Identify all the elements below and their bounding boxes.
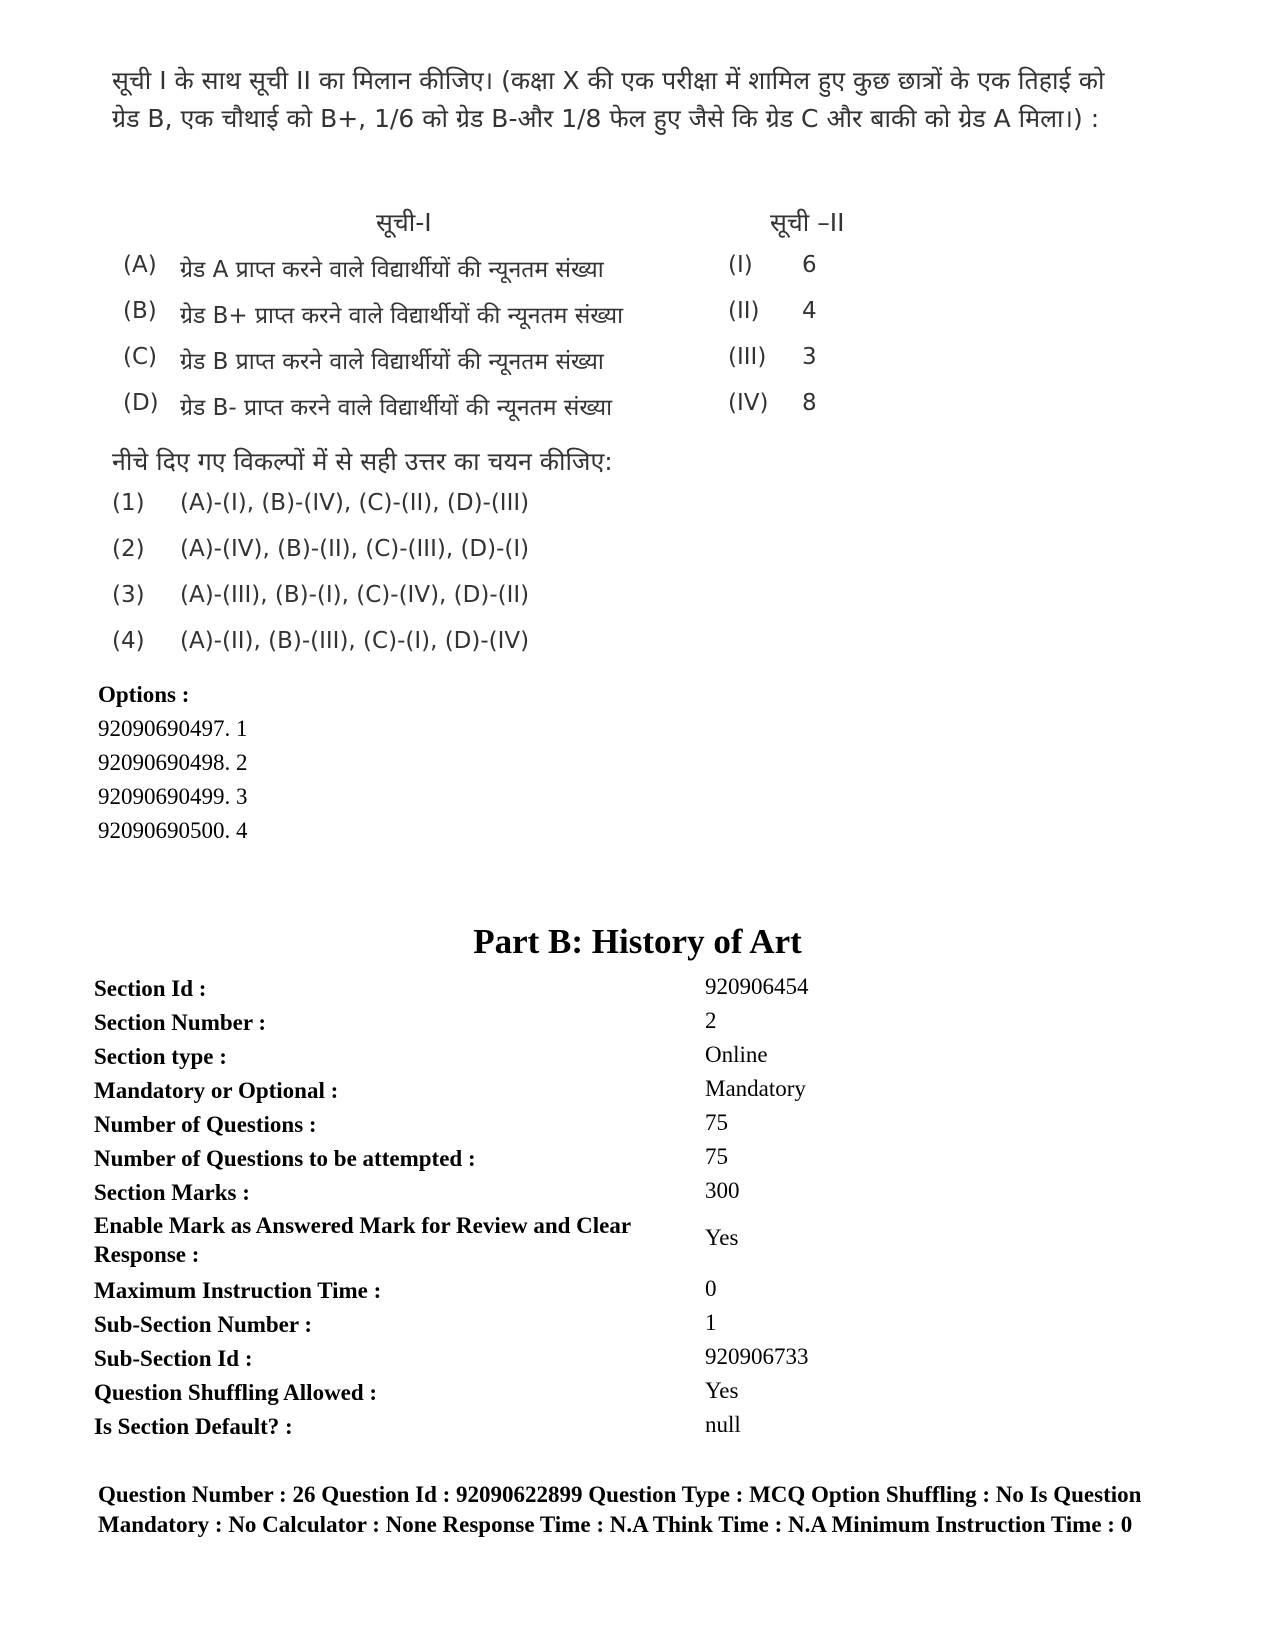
match-row [0,252,900,292]
meta-value: 2 [705,1008,717,1033]
choice-index: (1) [112,490,145,516]
meta-key: Question Shuffling Allowed : [94,1380,378,1405]
meta-key: Sub-Section Number : [94,1312,313,1337]
option-item: 92090690500. 4 [98,818,248,843]
meta-key: Section Id : [94,976,207,1001]
choice-index: (2) [112,536,145,562]
row-number: 3 [802,344,817,370]
meta-value: 920906454 [705,974,809,999]
options-label: Options : [98,682,190,707]
meta-value: Yes [705,1225,739,1250]
meta-value: 75 [705,1110,728,1135]
meta-value: 300 [705,1178,740,1203]
meta-value: null [705,1412,741,1437]
part-title: Part B: History of Art [473,922,802,961]
row-description: ग्रेड B प्राप्त करने वाले विद्यार्थीयों की न्यूनतम संख्या [180,349,604,375]
meta-value: 920906733 [705,1344,809,1369]
choice-index: (4) [112,628,145,654]
next-question-header: Question Number : 26 Question Id : 92090622899 Question Type : MCQ Option Shuffling : No Is Question Mandatory : No Calculator : None Response Time : N.A Think Time : N.A Minimum Instruction Time : 0 [98,1482,1142,1537]
row-number: 4 [802,298,817,324]
meta-key: Maximum Instruction Time : [94,1278,382,1303]
row-description: ग्रेड B- प्राप्त करने वाले विद्यार्थीयों की न्यूनतम संख्या [180,395,613,421]
row-roman: (III) [728,344,767,370]
choice-index: (3) [112,582,145,608]
row-roman: (II) [728,298,760,324]
choose-instruction: नीचे दिए गए विकल्पों में से सही उत्तर का चयन कीजिए: [112,447,613,476]
meta-value: 0 [705,1276,717,1301]
choice-text: (A)-(III), (B)-(I), (C)-(IV), (D)-(II) [180,582,530,608]
meta-key: Number of Questions : [94,1112,317,1137]
match-row [0,390,900,430]
row-roman: (I) [728,252,753,278]
meta-key: Section Marks : [94,1180,250,1205]
option-item: 92090690499. 3 [98,784,248,809]
list2-heading: सूची –II [770,208,845,237]
row-number: 6 [802,252,817,278]
row-description: ग्रेड A प्राप्त करने वाले विद्यार्थीयों की न्यूनतम संख्या [180,257,604,283]
list1-heading: सूची-I [376,208,432,237]
meta-value: Yes [705,1378,739,1403]
meta-value: Online [705,1042,768,1067]
row-roman: (IV) [728,390,769,416]
meta-key: Section Number : [94,1010,267,1035]
meta-key: Enable Mark as Answered Mark for Review and Clear Response : [94,1213,631,1267]
meta-key: Section type : [94,1044,227,1069]
meta-key: Number of Questions to be attempted : [94,1146,476,1171]
meta-key: Is Section Default? : [94,1414,293,1439]
meta-value: 1 [705,1310,717,1335]
option-item: 92090690498. 2 [98,750,248,775]
meta-key: Mandatory or Optional : [94,1078,339,1103]
question-intro: सूची I के साथ सूची II का मिलान कीजिए। (कक्षा X की एक परीक्षा में शामिल हुए कुछ छात्रों के एक तिहाई को ग्रेड B, एक चौथाई को B+, 1/6 को ग्रेड B-और 1/8 फेल हुए जैसे कि ग्रेड C और बाकी को ग्रेड A मिला।) : [112,66,1105,133]
row-description: ग्रेड B+ प्राप्त करने वाले विद्यार्थीयों की न्यूनतम संख्या [180,303,624,329]
choice-text: (A)-(IV), (B)-(II), (C)-(III), (D)-(I) [180,536,530,562]
row-letter: (D) [123,390,159,416]
match-row [0,298,900,338]
choice-text: (A)-(I), (B)-(IV), (C)-(II), (D)-(III) [180,490,530,516]
meta-value: 75 [705,1144,728,1169]
row-letter: (B) [123,298,157,324]
meta-value: Mandatory [705,1076,806,1101]
match-row [0,344,900,384]
row-number: 8 [802,390,817,416]
row-letter: (C) [123,344,158,370]
choice-text: (A)-(II), (B)-(III), (C)-(I), (D)-(IV) [180,628,530,654]
option-item: 92090690497. 1 [98,716,248,741]
row-letter: (A) [123,252,157,278]
meta-key: Sub-Section Id : [94,1346,253,1371]
